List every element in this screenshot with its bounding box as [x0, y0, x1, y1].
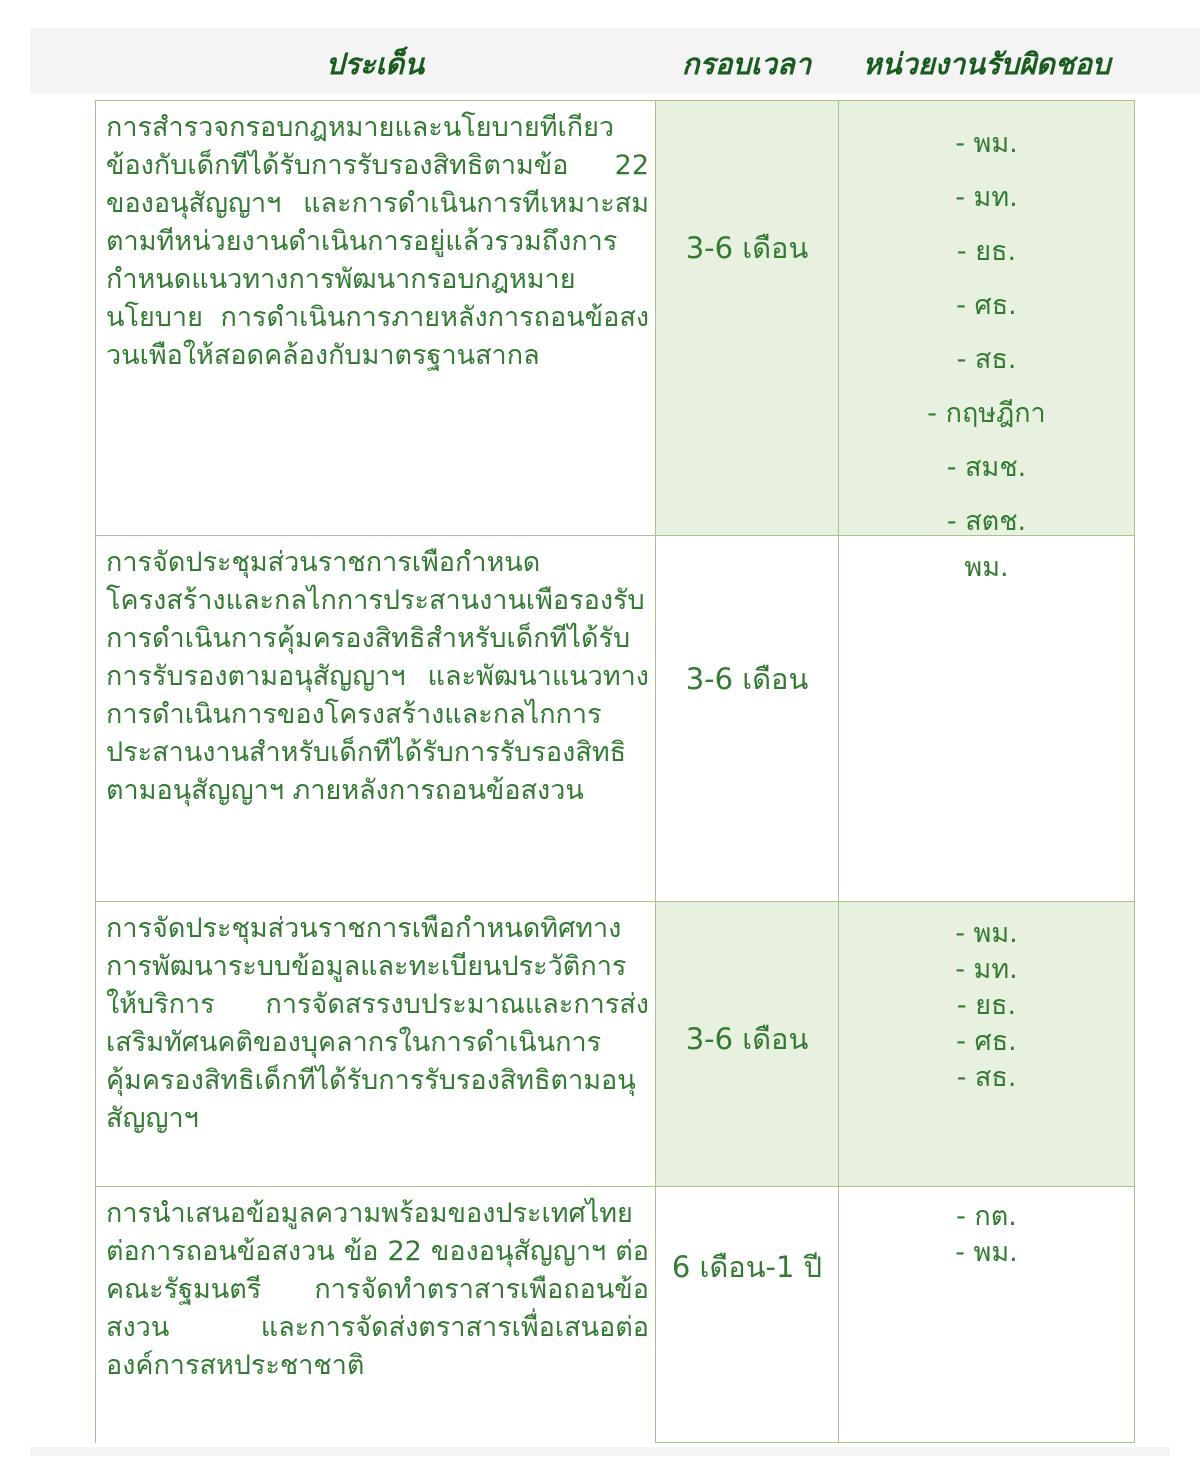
agency-item: - สตช.: [946, 506, 1027, 536]
agencies-cell: [838, 1187, 1135, 1443]
column-header-timeframe: กรอบเวลา: [681, 47, 812, 81]
issue-cell: การนำเสนอข้อมูลความพร้อมของประเทศไทยต่อการถอนข้อสงวน ข้อ 22 ของอนุสัญญาฯ ต่อคณะรัฐมนตรี การจัดทำตราสารเพือถอนข้อสงวน และการจัดส่งตราสารเพื่อเสนอต่อองค์การสหประชาชาติ: [95, 1187, 655, 1443]
agency-item: - ยธ.: [956, 990, 1017, 1021]
bottom-gray-strip: [30, 1447, 1170, 1456]
timeframe-cell: 3-6 เดือน: [655, 101, 838, 536]
timeframe-cell: 3-6 เดือน: [655, 536, 838, 902]
agency-item: - กฤษฎีกา: [927, 398, 1046, 429]
agency-item: - สธ.: [956, 344, 1017, 375]
agency-item: - พม.: [955, 1237, 1018, 1268]
issue-cell: การจัดประชุมส่วนราชการเพือกำหนดทิศทางการพัฒนาระบบข้อมูลและทะเบียนประวัติการให้บริการ การจัดสรรงบประมาณและการส่งเสริมทัศนคติของบุคลากรในการดำเนินการคุ้มครองสิทธิเด็กทีได้รับการรับรองสิทธิตามอนุสัญญาฯ: [95, 902, 655, 1187]
agency-item: - พม.: [955, 128, 1018, 159]
agency-item: - มท.: [955, 182, 1018, 213]
agency-item: - สมช.: [946, 452, 1027, 483]
table-header-row: [95, 36, 1135, 92]
column-header-agency: หน่วยงานรับผิดชอบ: [862, 47, 1111, 81]
agency-item: - กต.: [956, 1201, 1017, 1232]
agency-item: - ศธ.: [956, 1026, 1017, 1057]
agency-item: พม.: [964, 552, 1009, 583]
issue-cell: การสำรวจกรอบกฎหมายและนโยบายทีเกียวข้องกับเด็กทีได้รับการรับรองสิทธิตามข้อ 22 ของอนุสัญญาฯ และการดำเนินการทีเหมาะสมตามทีหน่วยงานดำเนินการอยู่แล้วรวมถึงการกำหนดแนวทางการพัฒนากรอบกฎหมาย นโยบาย การดำเนินการภายหลังการถอนข้อสงวนเพือให้สอดคล้องกับมาตรฐานสากล: [95, 101, 655, 536]
agencies-cell: [838, 902, 1135, 1187]
agencies-cell: [838, 536, 1135, 902]
agency-item: - พม.: [955, 918, 1018, 949]
agency-item: - มท.: [955, 954, 1018, 985]
action-plan-table: [95, 100, 1135, 1443]
agency-item: - สธ.: [956, 1062, 1017, 1093]
issue-cell: การจัดประชุมส่วนราชการเพือกำหนดโครงสร้างและกลไกการประสานงานเพือรองรับการดำเนินการคุ้มครองสิทธิสำหรับเด็กทีได้รับการรับรองตามอนุสัญญาฯ และพัฒนาแนวทางการดำเนินการของโครงสร้างและกลไกการประสานงานสำหรับเด็กทีได้รับการรับรองสิทธิตามอนุสัญญาฯ ภายหลังการถอนข้อสงวน: [95, 536, 655, 902]
agency-item: - ศธ.: [956, 290, 1017, 321]
timeframe-cell: 6 เดือน-1 ปี: [655, 1187, 838, 1443]
column-header-issue: ประเด็น: [325, 47, 425, 81]
agency-item: - ยธ.: [956, 236, 1017, 267]
agencies-cell: [838, 101, 1135, 536]
timeframe-cell: 3-6 เดือน: [655, 902, 838, 1187]
